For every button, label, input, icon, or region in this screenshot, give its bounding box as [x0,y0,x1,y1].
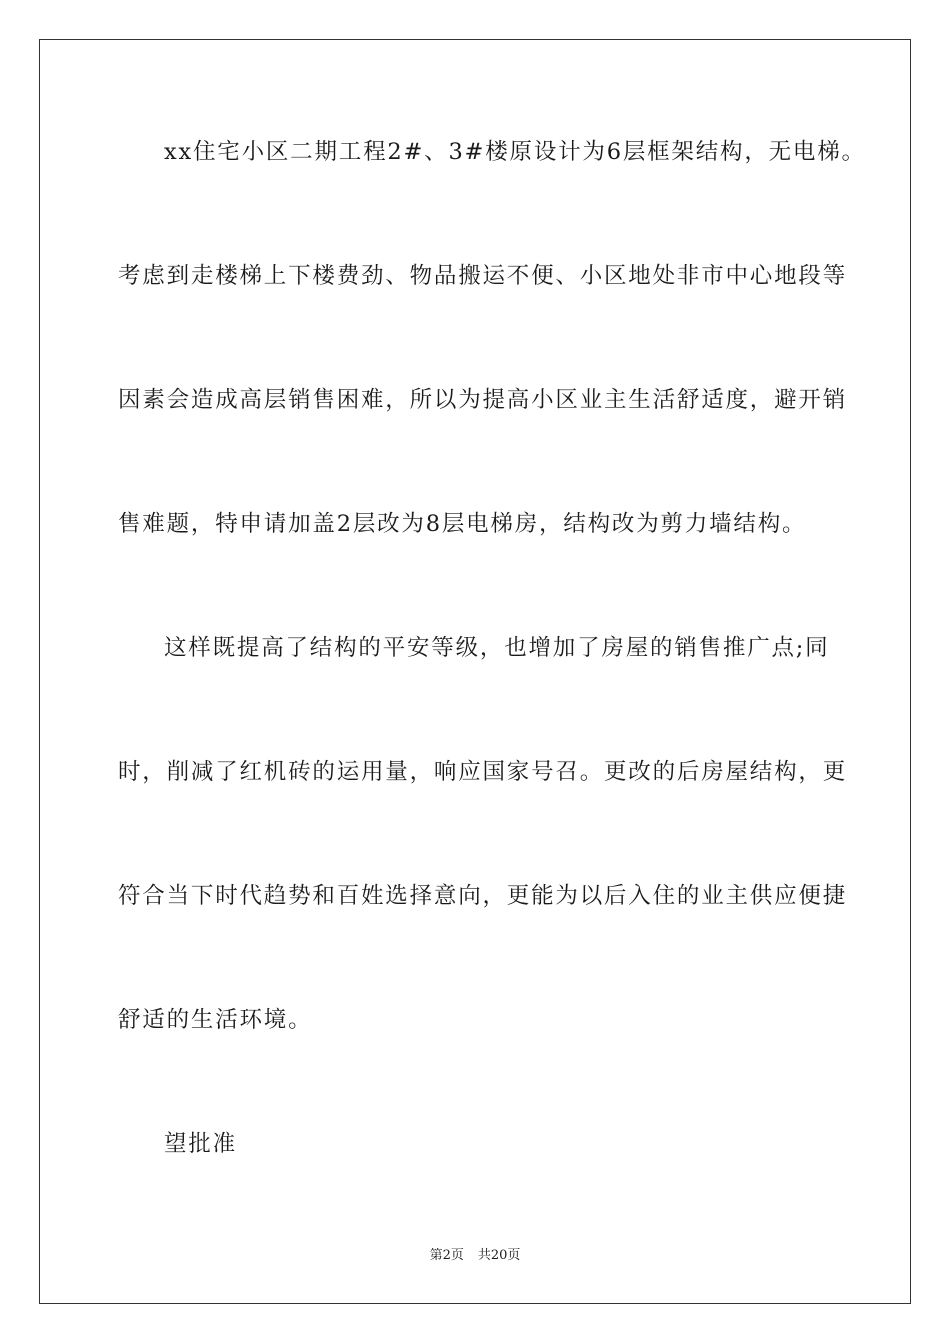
page-footer [0,1247,950,1265]
page-border [39,39,911,1304]
paragraph-1-line-4: 售难题，特申请加盖2层改为8层电梯房，结构改为剪力墙结构。 [118,511,807,537]
closing-line: 望批准 [164,1131,237,1157]
page-total: 共20页 [477,1248,521,1263]
paragraph-1-line-1: xx住宅小区二期工程2#、3#楼原设计为6层框架结构，无电梯。 [164,139,866,165]
paragraph-2-line-2: 时，削减了红机砖的运用量，响应国家号召。更改的后房屋结构，更 [118,759,848,785]
paragraph-1-line-2: 考虑到走楼梯上下楼费劲、物品搬运不便、小区地处非市中心地段等 [118,263,848,289]
paragraph-2-line-1: 这样既提高了结构的平安等级，也增加了房屋的销售推广点;同 [164,635,830,661]
paragraph-2-line-3: 符合当下时代趋势和百姓选择意向，更能为以后入住的业主供应便捷 [118,883,848,909]
paragraph-2-line-4: 舒适的生活环境。 [118,1007,313,1033]
page-number: 第2页 [429,1248,464,1263]
paragraph-1-line-3: 因素会造成高层销售困难，所以为提高小区业主生活舒适度，避开销 [118,387,848,413]
